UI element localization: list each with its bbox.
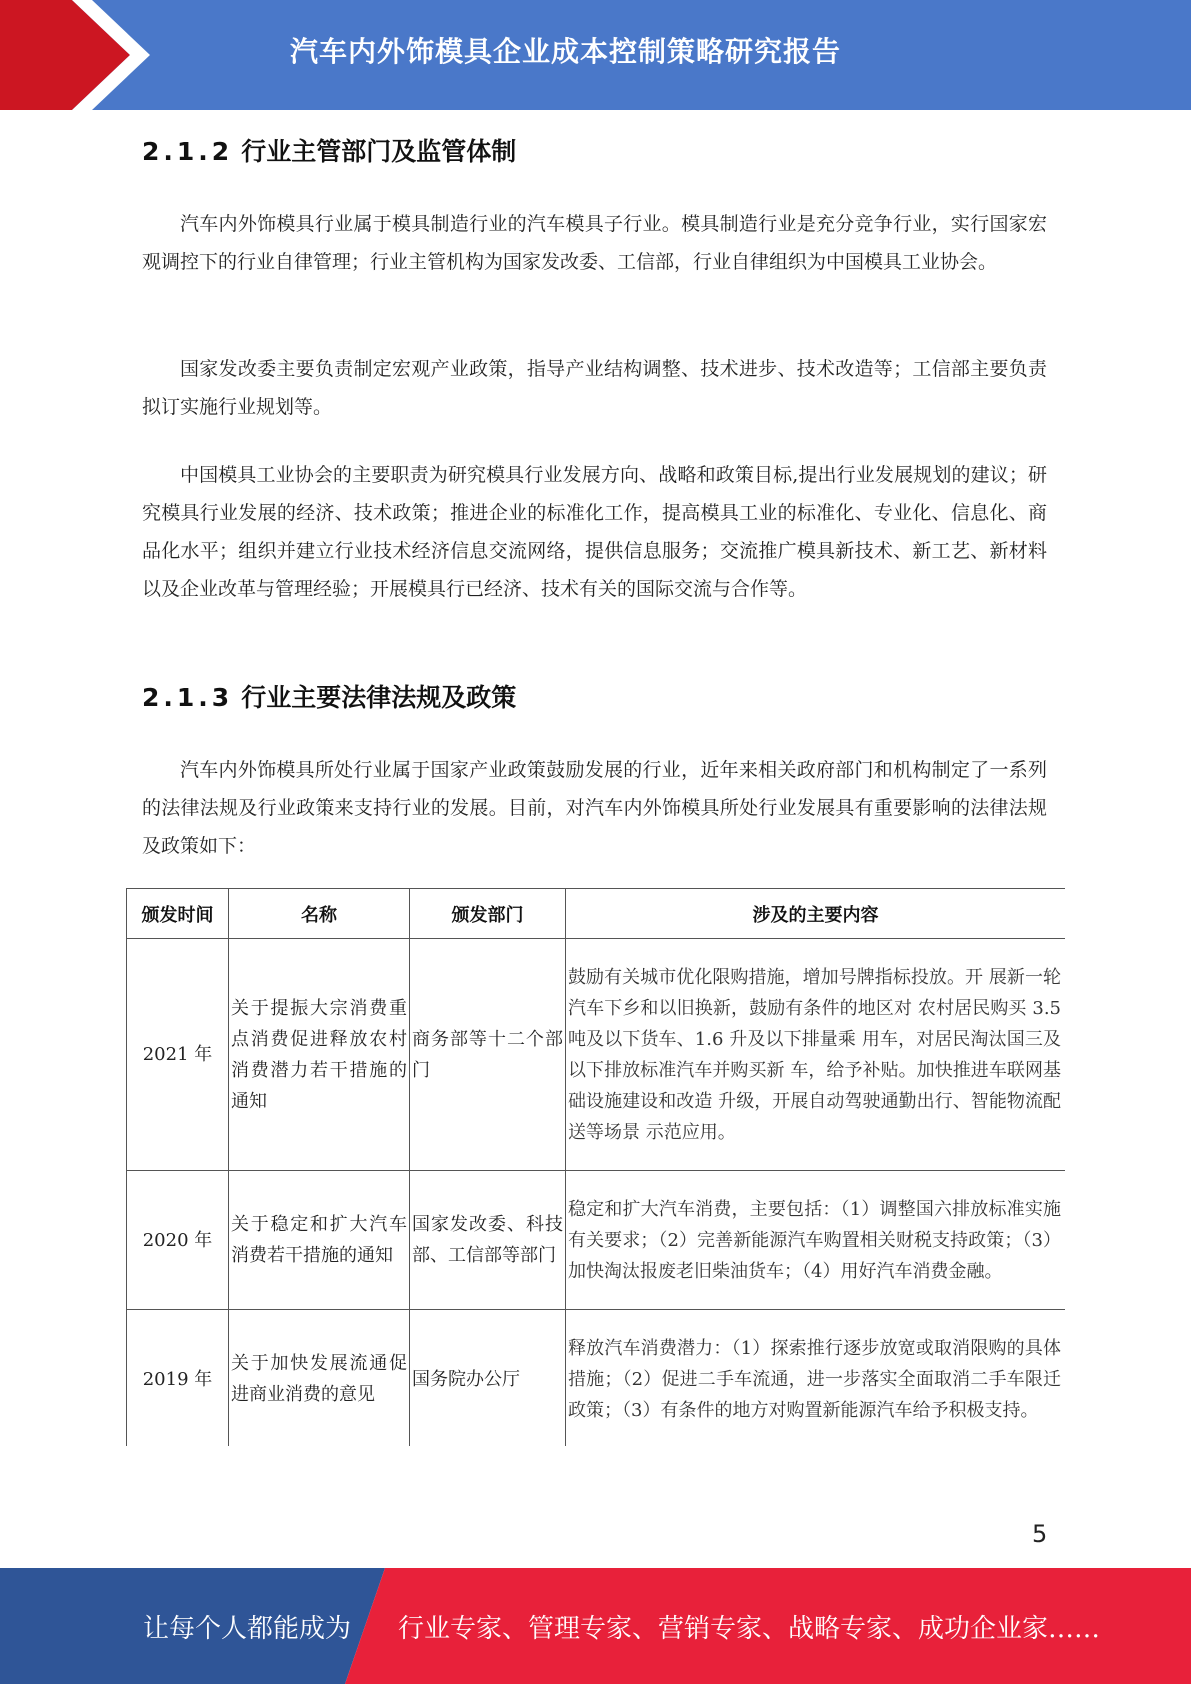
cell-year: 2021 年 (127, 939, 229, 1171)
cell-dept: 国家发改委、科技部、工信部等部门 (410, 1171, 566, 1310)
section-heading-2-1-2 (142, 132, 516, 168)
section-number: 2.1.3 (142, 683, 234, 712)
cell-name: 关于提振大宗消费重点消费促进释放农村消费潜力若干措施的通知 (229, 939, 410, 1171)
column-header-name: 名称 (229, 889, 410, 939)
report-title: 汽车内外饰模具企业成本控制策略研究报告 (290, 35, 842, 68)
column-header-content: 涉及的主要内容 (566, 889, 1066, 939)
paragraph: 国家发改委主要负责制定宏观产业政策，指导产业结构调整、技术进步、技术改造等；工信部主要负责拟订实施行业规划等。 (142, 358, 1047, 418)
cell-content: 稳定和扩大汽车消费，主要包括：（1）调整国六排放标准实施有关要求；（2）完善新能源汽车购置相关财税支持政策；（3）加快淘汰报废老旧柴油货车；（4）用好汽车消费金融。 (566, 1171, 1066, 1310)
footer-slogan-left: 让每个人都能成为 (143, 1614, 352, 1644)
page-number: 5 (1032, 1520, 1048, 1548)
cell-content: 释放汽车消费潜力：（1）探索推行逐步放宽或取消限购的具体措施；（2）促进二手车流通，进一步落实全面取消二手车限迁政策；（3）有条件的地方对购置新能源汽车给予积极支持。 (566, 1310, 1066, 1447)
cell-year: 2019 年 (127, 1310, 229, 1447)
table-header-row (127, 889, 1066, 939)
paragraph: 中国模具工业协会的主要职责为研究模具行业发展方向、战略和政策目标,提出行业发展规划的建议；研究模具行业发展的经济、技术政策；推进企业的标准化工作，提高模具工业的标准化、专业化、信息化、商品化水平；组织并建立行业技术经济信息交流网络，提供信息服务；交流推广模具新技术、新工艺、新材料以及企业改革与管理经验；开展模具行已经济、技术有关的国际交流与合作等。 (142, 464, 1047, 600)
cell-name: 关于稳定和扩大汽车消费若干措施的通知 (229, 1171, 410, 1310)
column-header-dept: 颁发部门 (410, 889, 566, 939)
footer-slogan-right: 行业专家、管理专家、营销专家、战略专家、成功企业家…… (398, 1614, 1101, 1644)
policy-table-container (126, 888, 1065, 1446)
section-number: 2.1.2 (142, 137, 234, 166)
cell-content: 鼓励有关城市优化限购措施，增加号牌指标投放。开 展新一轮汽车下乡和以旧换新，鼓励有条件的地区对 农村居民购买 3.5 吨及以下货车、1.6 升及以下排量乘 用车，对居民淘汰国三及以下排放标准汽车并购买新 车，给予补贴。加快推进车联网基础设施建设和改造 升级，开展自动驾驶通勤出行、智能物流配送等场景 示范应用。 (566, 939, 1066, 1171)
section-title: 行业主管部门及监管体制 (241, 137, 517, 166)
table-row (127, 939, 1066, 1171)
cell-year: 2020 年 (127, 1171, 229, 1310)
policy-table (126, 888, 1065, 1446)
cell-dept: 商务部等十二个部门 (410, 939, 566, 1171)
section-title: 行业主要法律法规及政策 (241, 683, 517, 712)
column-header-year: 颁发时间 (127, 889, 229, 939)
table-row (127, 1310, 1066, 1447)
paragraph: 汽车内外饰模具行业属于模具制造行业的汽车模具子行业。模具制造行业是充分竞争行业，实行国家宏观调控下的行业自律管理；行业主管机构为国家发改委、工信部，行业自律组织为中国模具工业协会。 (142, 213, 1047, 273)
paragraph: 汽车内外饰模具所处行业属于国家产业政策鼓励发展的行业，近年来相关政府部门和机构制定了一系列的法律法规及行业政策来支持行业的发展。目前，对汽车内外饰模具所处行业发展具有重要影响的法律法规及政策如下： (142, 759, 1047, 857)
table-row (127, 1171, 1066, 1310)
page-footer (0, 1568, 1191, 1684)
cell-dept: 国务院办公厅 (410, 1310, 566, 1447)
cell-name: 关于加快发展流通促进商业消费的意见 (229, 1310, 410, 1447)
section-heading-2-1-3 (142, 678, 516, 714)
page-header (0, 0, 1191, 110)
